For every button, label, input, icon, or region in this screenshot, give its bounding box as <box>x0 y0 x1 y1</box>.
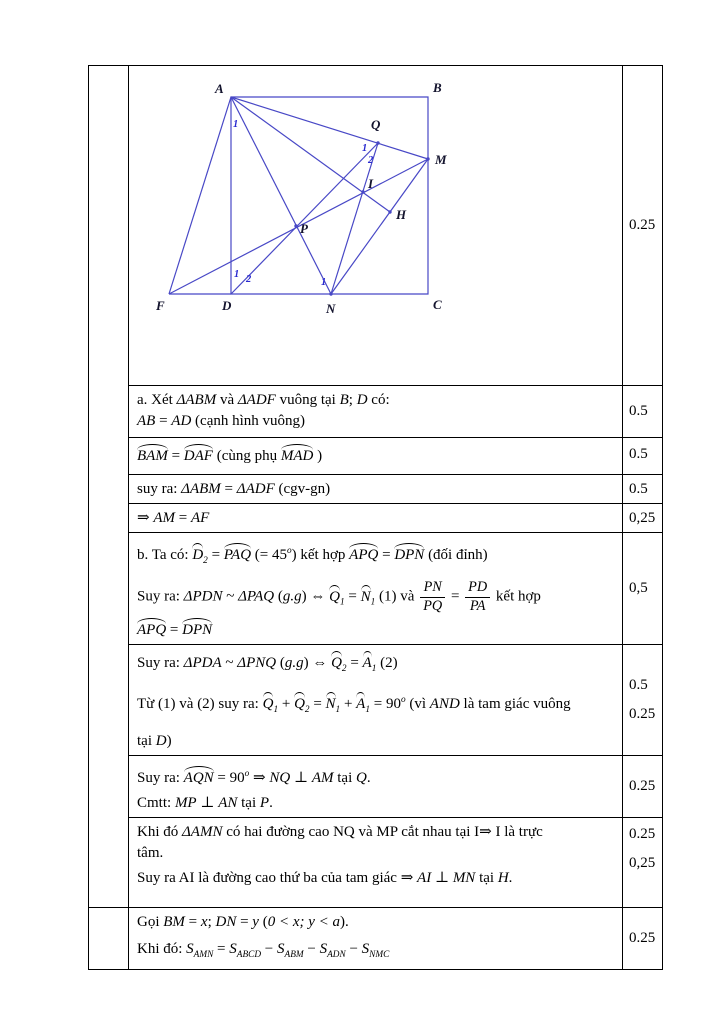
point-I <box>361 190 364 193</box>
solution-line: AB = AD (cạnh hình vuông) <box>137 413 306 429</box>
solution-line: Khi đó ΔAMN có hai đường cao NQ và MP cắt nhau tại I⇒ I là trực <box>137 824 543 841</box>
score-cell <box>623 438 663 475</box>
segment-AF <box>169 97 231 294</box>
stt-column-cell <box>89 908 129 970</box>
point-label-I: I <box>368 176 374 191</box>
point-N <box>329 292 332 295</box>
point-label-A: A <box>215 81 224 96</box>
score-cell <box>623 66 663 386</box>
point-H <box>388 210 391 213</box>
solution-cell-cgv <box>129 475 623 504</box>
solution-line: BAM = DAF (cùng phụ MAD ) <box>137 446 616 467</box>
solution-cell-r9 <box>129 818 623 908</box>
score-value: 0.5 <box>629 677 648 694</box>
solution-cell-hat <box>129 438 623 475</box>
score-value: 0.25 <box>629 826 656 843</box>
solution-cell-r7 <box>129 645 623 756</box>
point-label-F: F <box>156 298 165 313</box>
score-value: 0,25 <box>629 855 656 872</box>
stt-column-cell <box>89 66 129 908</box>
solution-line: Suy ra: AQN = $90^o$ ⇒ NQ ⊥ AM tại Q. <box>137 764 616 789</box>
angle-mark-A1: 1 <box>233 119 239 130</box>
solution-line: Gọi BM = x; DN = y (0 < x; y < a). <box>137 914 349 931</box>
score-value: 0,25 <box>629 509 656 526</box>
point-label-M: M <box>435 152 447 167</box>
score-value: 0.5 <box>629 446 648 462</box>
solution-cell-a <box>129 386 623 438</box>
angle-mark-Q2: 2 <box>368 155 374 166</box>
score-cell <box>623 386 663 438</box>
point-P <box>294 224 297 227</box>
solution-line: Suy ra: ΔPDA ~ ΔPNQ (g.g) ⇔ $Q_2 = A_1$ (2) <box>137 655 398 675</box>
score-cell <box>623 756 663 818</box>
score-cell <box>623 818 663 908</box>
solution-line: ⇒ AM = AF <box>137 510 210 526</box>
solution-line: APQ = DPN <box>137 620 616 641</box>
score-value: 0.5 <box>629 403 648 419</box>
point-label-Q: Q <box>371 117 381 132</box>
score-value: 0,5 <box>629 580 648 597</box>
figure-lines <box>169 97 428 294</box>
segment-AN <box>231 97 331 294</box>
solution-cell-b <box>129 533 623 645</box>
score-value: 0.25 <box>629 217 656 233</box>
score-cell <box>623 908 663 970</box>
angle-mark-D1: 1 <box>234 269 240 280</box>
angle-mark-D2: 2 <box>246 274 252 285</box>
solution-line: tại D) <box>137 733 172 750</box>
point-Q <box>376 141 379 144</box>
score-value: 0.25 <box>629 778 656 795</box>
segment-DQ <box>231 143 378 294</box>
point-label-D: D <box>222 298 232 313</box>
score-value: 0.5 <box>629 480 648 497</box>
solution-cell-amaf <box>129 504 623 533</box>
solution-line: a. Xét ΔABM và ΔADF vuông tại B; D có: <box>137 392 390 408</box>
score-cell <box>623 504 663 533</box>
point-label-C: C <box>433 297 442 312</box>
point-M <box>426 157 429 160</box>
score-value: 0.25 <box>629 930 656 947</box>
solution-table <box>88 65 663 970</box>
point-label-B: B <box>433 80 442 95</box>
solution-cell-r8 <box>129 756 623 818</box>
solution-line: b. Ta có: $D_2$ = PAQ (= $45^o$) kết hợp APQ = DPN (đối đỉnh) <box>137 546 488 566</box>
angle-mark-Q1: 1 <box>362 143 368 154</box>
point-label-P: P <box>300 221 308 236</box>
figure-cell <box>129 66 623 386</box>
solution-cell-r10 <box>129 908 623 970</box>
segment-AM <box>231 97 428 159</box>
geometry-figure <box>129 66 589 378</box>
solution-line: Suy ra: ΔPDN ~ ΔPAQ (g.g) ⇔ $Q_1 = N_1$ (1) và $\frac{PN}{PQ}$ = $\frac{PD}{PA}$ kết hợp <box>137 579 541 614</box>
score-cell <box>623 645 663 756</box>
solution-line: Cmtt: MP ⊥ AN tại P. <box>137 795 273 812</box>
point-label-N: N <box>326 301 336 316</box>
score-cell <box>623 533 663 645</box>
score-cell <box>623 475 663 504</box>
solution-line: Suy ra AI là đường cao thứ ba của tam giác ⇒ AI ⊥ MN tại H. <box>137 870 513 887</box>
solution-line: Khi đó: $S_{AMN} = S_{ABCD} - S_{ABM} - S_{ADN} - S_{NMC}$ <box>137 941 390 961</box>
score-value: 0.25 <box>629 706 656 723</box>
solution-line: tâm. <box>137 845 164 862</box>
point-label-H: H <box>396 207 407 222</box>
angle-mark-N1: 1 <box>321 277 327 288</box>
solution-line: suy ra: ΔABM = ΔADF (cgv-gn) <box>137 481 331 497</box>
segment-MF <box>169 159 428 294</box>
solution-line: Từ (1) và (2) suy ra: $Q_1 + Q_2 = N_1 + A_1 = 90^o$ (vì AND là tam giác vuông <box>137 695 571 716</box>
